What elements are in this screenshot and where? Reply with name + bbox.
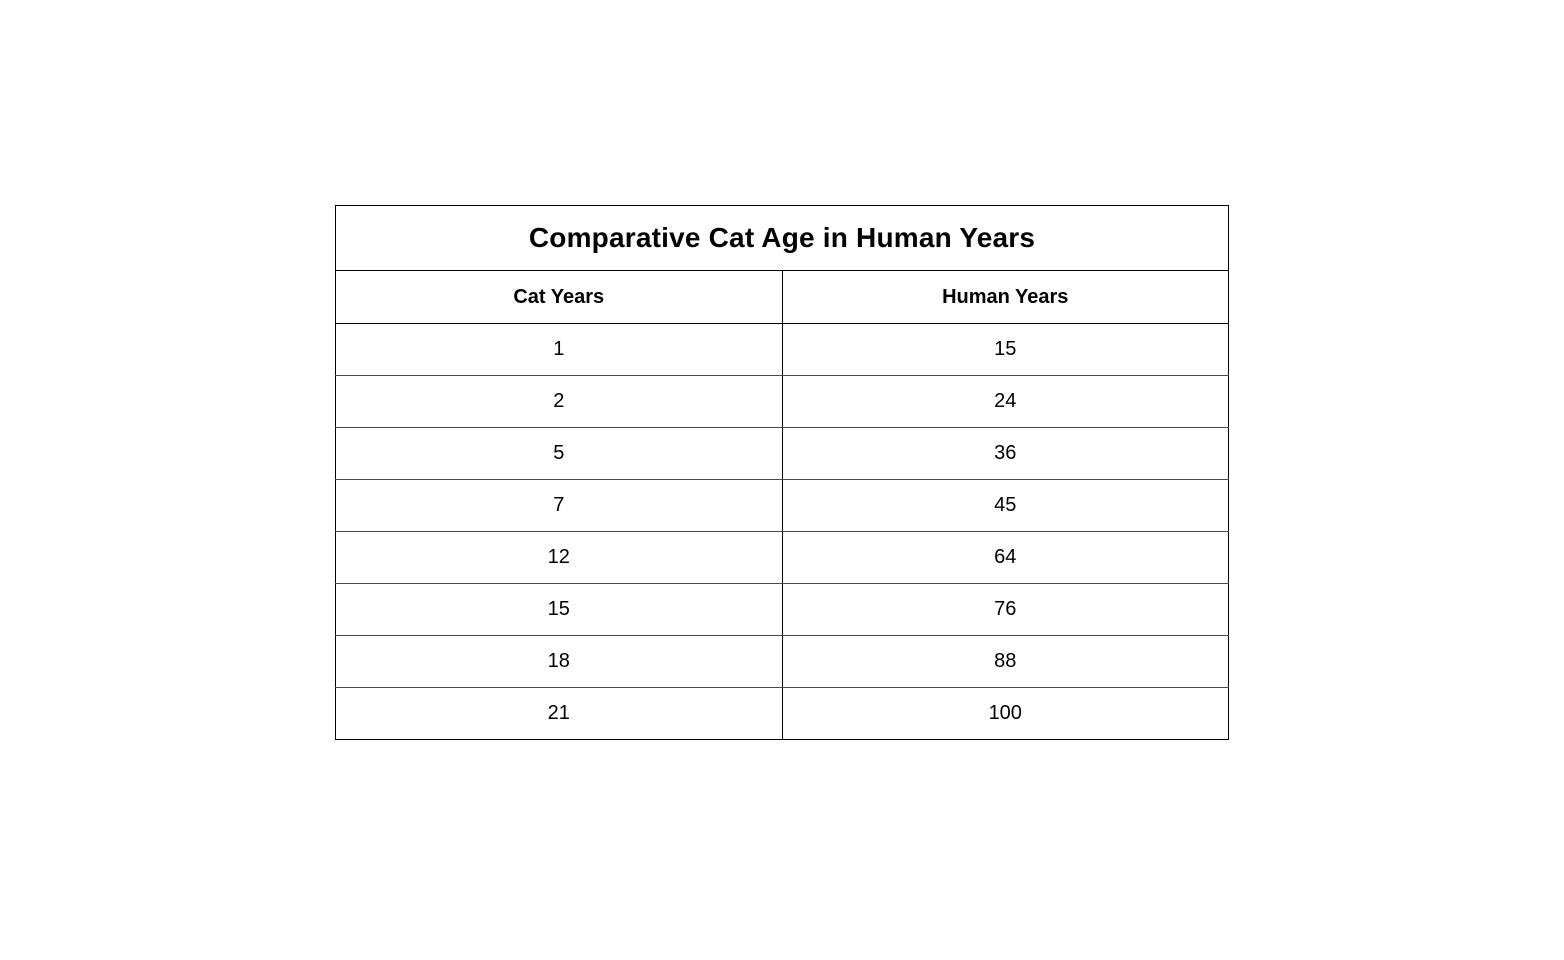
table-row <box>336 688 1229 740</box>
table-row <box>336 376 1229 428</box>
human-years-value: 15 <box>782 324 1229 376</box>
human-years-value: 100 <box>782 688 1229 740</box>
table-header-row <box>336 271 1229 324</box>
table-row <box>336 480 1229 532</box>
column-header-cat-years: Cat Years <box>336 271 783 324</box>
table-row <box>336 584 1229 636</box>
column-header-human-years: Human Years <box>782 271 1229 324</box>
cat-years-value: 12 <box>336 532 783 584</box>
table-title-row <box>336 206 1229 271</box>
cat-years-value: 1 <box>336 324 783 376</box>
table-row <box>336 636 1229 688</box>
cat-years-value: 7 <box>336 480 783 532</box>
cat-age-table <box>335 205 1229 740</box>
table-row <box>336 324 1229 376</box>
cat-years-value: 5 <box>336 428 783 480</box>
cat-years-value: 2 <box>336 376 783 428</box>
table-title: Comparative Cat Age in Human Years <box>336 206 1229 271</box>
cat-years-value: 18 <box>336 636 783 688</box>
human-years-value: 45 <box>782 480 1229 532</box>
human-years-value: 88 <box>782 636 1229 688</box>
cat-years-value: 21 <box>336 688 783 740</box>
table-row <box>336 428 1229 480</box>
cat-years-value: 15 <box>336 584 783 636</box>
table-row <box>336 532 1229 584</box>
human-years-value: 64 <box>782 532 1229 584</box>
human-years-value: 76 <box>782 584 1229 636</box>
cat-age-table-container <box>335 205 1229 740</box>
human-years-value: 36 <box>782 428 1229 480</box>
human-years-value: 24 <box>782 376 1229 428</box>
